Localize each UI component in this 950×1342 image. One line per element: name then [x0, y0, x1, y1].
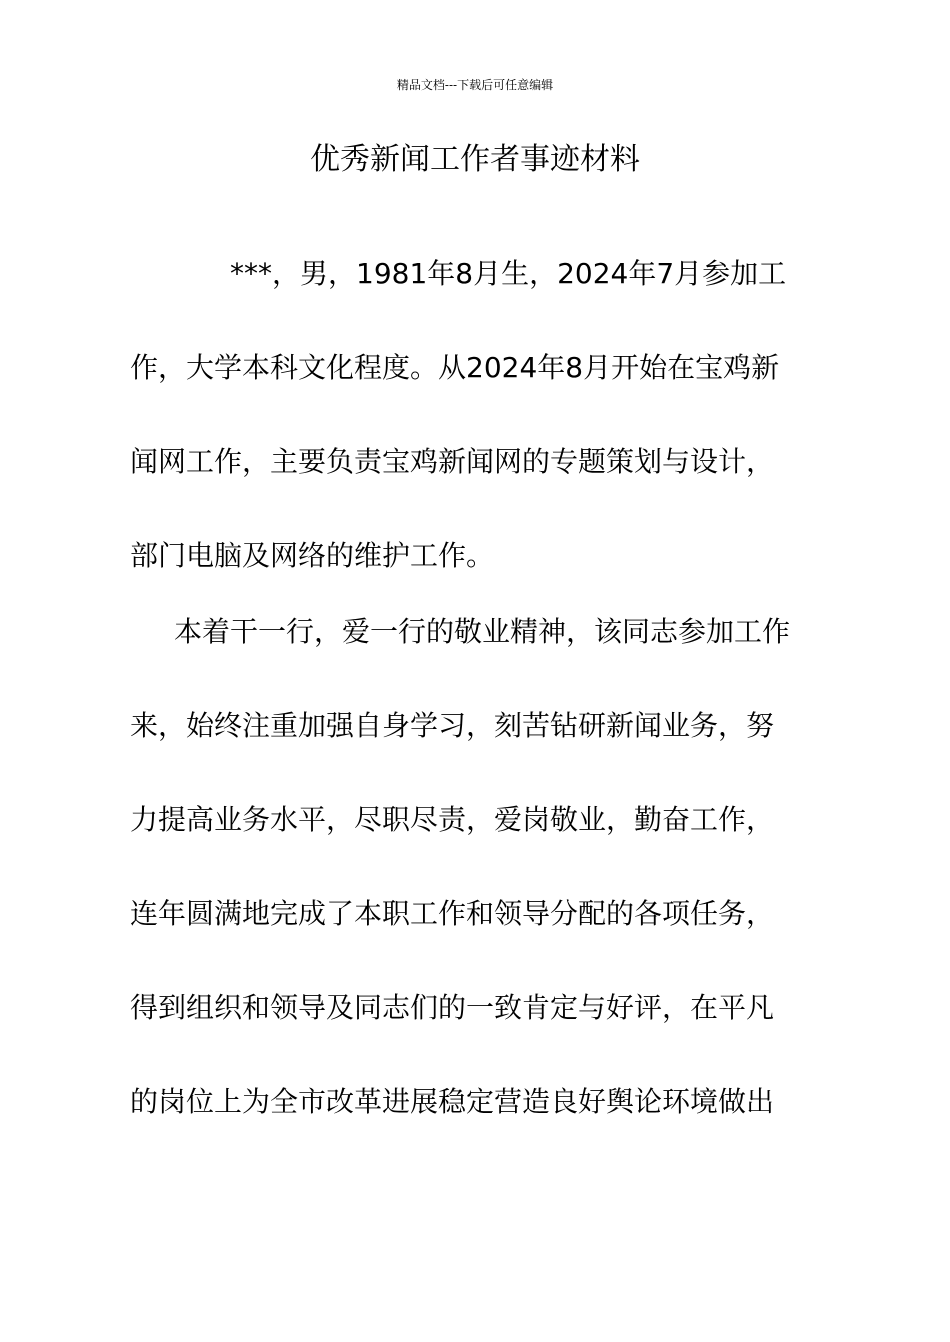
paragraph-2-line-5: 得到组织和领导及同志们的一致肯定与好评，在平凡 — [130, 991, 775, 1024]
paragraph-2-line-1: 本着干一行，爱一行的敬业精神，该同志参加工作 — [174, 615, 791, 648]
document-header-note: 精品文档---下载后可任意编辑 — [396, 78, 554, 92]
paragraph-2-line-4: 连年圆满地完成了本职工作和领导分配的各项任务， — [130, 897, 775, 930]
paragraph-1-line-1: ***，男，1981年8月生，2024年7月参加工 — [230, 257, 787, 290]
paragraph-1-line-3: 闻网工作，主要负责宝鸡新闻网的专题策划与设计， — [130, 445, 775, 478]
paragraph-1-line-2: 作，大学本科文化程度。从2024年8月开始在宝鸡新 — [130, 351, 780, 384]
paragraph-2-line-6: 的岗位上为全市改革进展稳定营造良好舆论环境做出 — [130, 1085, 775, 1118]
paragraph-1-line-4: 部门电脑及网络的维护工作。 — [130, 539, 495, 572]
paragraph-2-line-2: 来，始终注重加强自身学习，刻苦钻研新闻业务，努 — [130, 709, 775, 742]
document-title: 优秀新闻工作者事迹材料 — [310, 142, 640, 177]
paragraph-2-line-3: 力提高业务水平，尽职尽责，爱岗敬业，勤奋工作， — [130, 803, 775, 836]
